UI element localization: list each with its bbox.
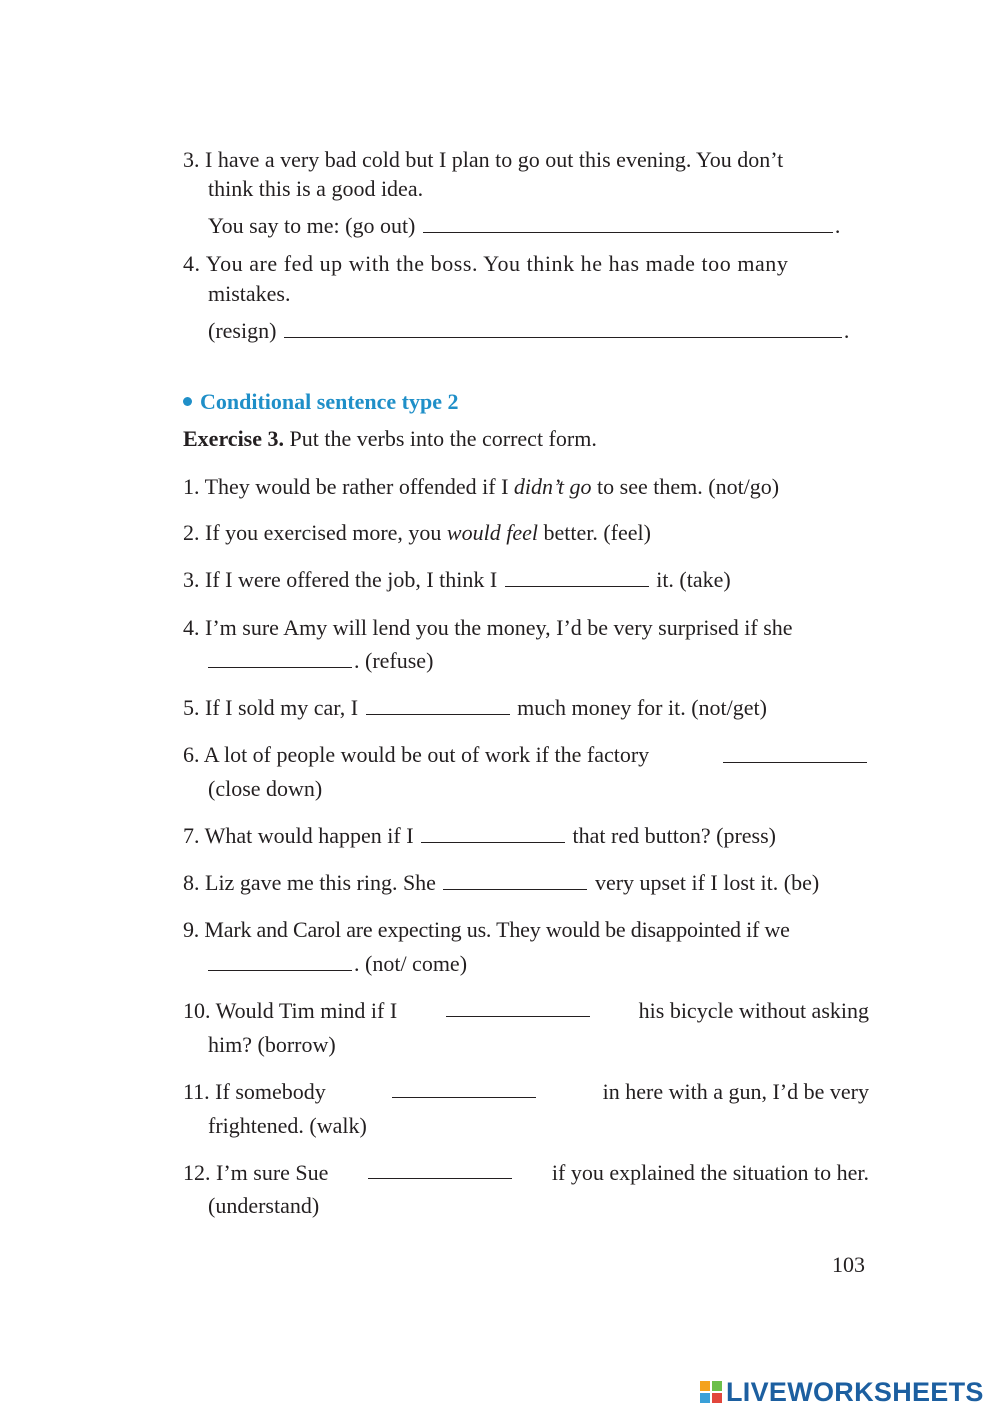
exercise-item-4-line2: . (refuse): [208, 648, 433, 674]
exercise-item-6-line2: (close down): [208, 776, 323, 801]
logo-square: [712, 1393, 722, 1403]
exercise-item-11-line2: frightened. (walk): [208, 1113, 367, 1138]
exercise-item-1: 1. They would be rather offended if I didn’t go to see them. (not/go): [183, 474, 780, 499]
answer-blank[interactable]: [284, 319, 842, 338]
exercise-item-6-line1: 6. A lot of people would be out of work if the factory: [183, 742, 869, 768]
answer-blank[interactable]: [392, 1079, 536, 1098]
liveworksheets-logo[interactable]: [700, 1377, 994, 1407]
item4-line2: mistakes.: [208, 281, 291, 306]
exercise-item-10-line1: 10. Would Tim mind if I his bicycle without asking: [183, 998, 869, 1023]
answer-blank[interactable]: [423, 214, 833, 233]
logo-mark-icon: [700, 1381, 722, 1403]
exercise-item-4-line1: 4. I’m sure Amy will lend you the money, I’d be very surprised if she: [183, 615, 793, 640]
exercise-item-11-line1: 11. If somebody in here with a gun, I’d be very: [183, 1079, 869, 1104]
logo-square: [712, 1381, 722, 1391]
example-answer: would feel: [446, 520, 538, 545]
item4-answer-line: (resign) .: [208, 318, 850, 343]
page-number: 103: [832, 1252, 865, 1277]
exercise-item-5: 5. If I sold my car, I much money for it. (not/get): [183, 695, 767, 720]
exercise-item-10-line2: him? (borrow): [208, 1032, 336, 1057]
logo-square: [700, 1393, 710, 1403]
exercise-item-3: 3. If I were offered the job, I think I it. (take): [183, 567, 731, 592]
answer-blank[interactable]: [208, 952, 352, 971]
answer-blank[interactable]: [208, 649, 352, 668]
example-answer: didn’t go: [513, 474, 592, 499]
exercise-item-12-line2: (understand): [208, 1193, 320, 1218]
bullet-icon: [183, 397, 192, 406]
answer-blank[interactable]: [446, 998, 590, 1017]
answer-blank[interactable]: [368, 1160, 512, 1179]
item3-line1: 3. I have a very bad cold but I plan to go out this evening. You don’t: [183, 147, 784, 172]
answer-blank[interactable]: [421, 824, 565, 843]
answer-blank[interactable]: [723, 744, 867, 763]
brand-name: LIVEWORKSHEETS: [726, 1376, 984, 1407]
item3-answer-line: You say to me: (go out) .: [208, 213, 841, 238]
item4-line1: 4. You are fed up with the boss. You think he has made too many: [183, 251, 789, 276]
exercise-item-9-line1: 9. Mark and Carol are expecting us. They would be disappointed if we: [183, 917, 790, 942]
exercise-item-9-line2: . (not/ come): [208, 951, 467, 977]
section-heading: Conditional sentence type 2: [183, 389, 459, 415]
exercise-item-2: 2. If you exercised more, you would feel better. (feel): [183, 520, 651, 545]
answer-blank[interactable]: [443, 871, 587, 890]
exercise-item-8: 8. Liz gave me this ring. She very upset if I lost it. (be): [183, 870, 820, 895]
exercise-instruction: Exercise 3. Put the verbs into the correct form.: [183, 426, 597, 451]
logo-square: [700, 1381, 710, 1391]
exercise-item-12-line1: 12. I’m sure Sue if you explained the situation to her.: [183, 1160, 869, 1185]
answer-blank[interactable]: [366, 696, 510, 715]
exercise-item-7: 7. What would happen if I that red button? (press): [183, 823, 776, 848]
answer-blank[interactable]: [505, 568, 649, 587]
item3-line2: think this is a good idea.: [208, 176, 424, 201]
